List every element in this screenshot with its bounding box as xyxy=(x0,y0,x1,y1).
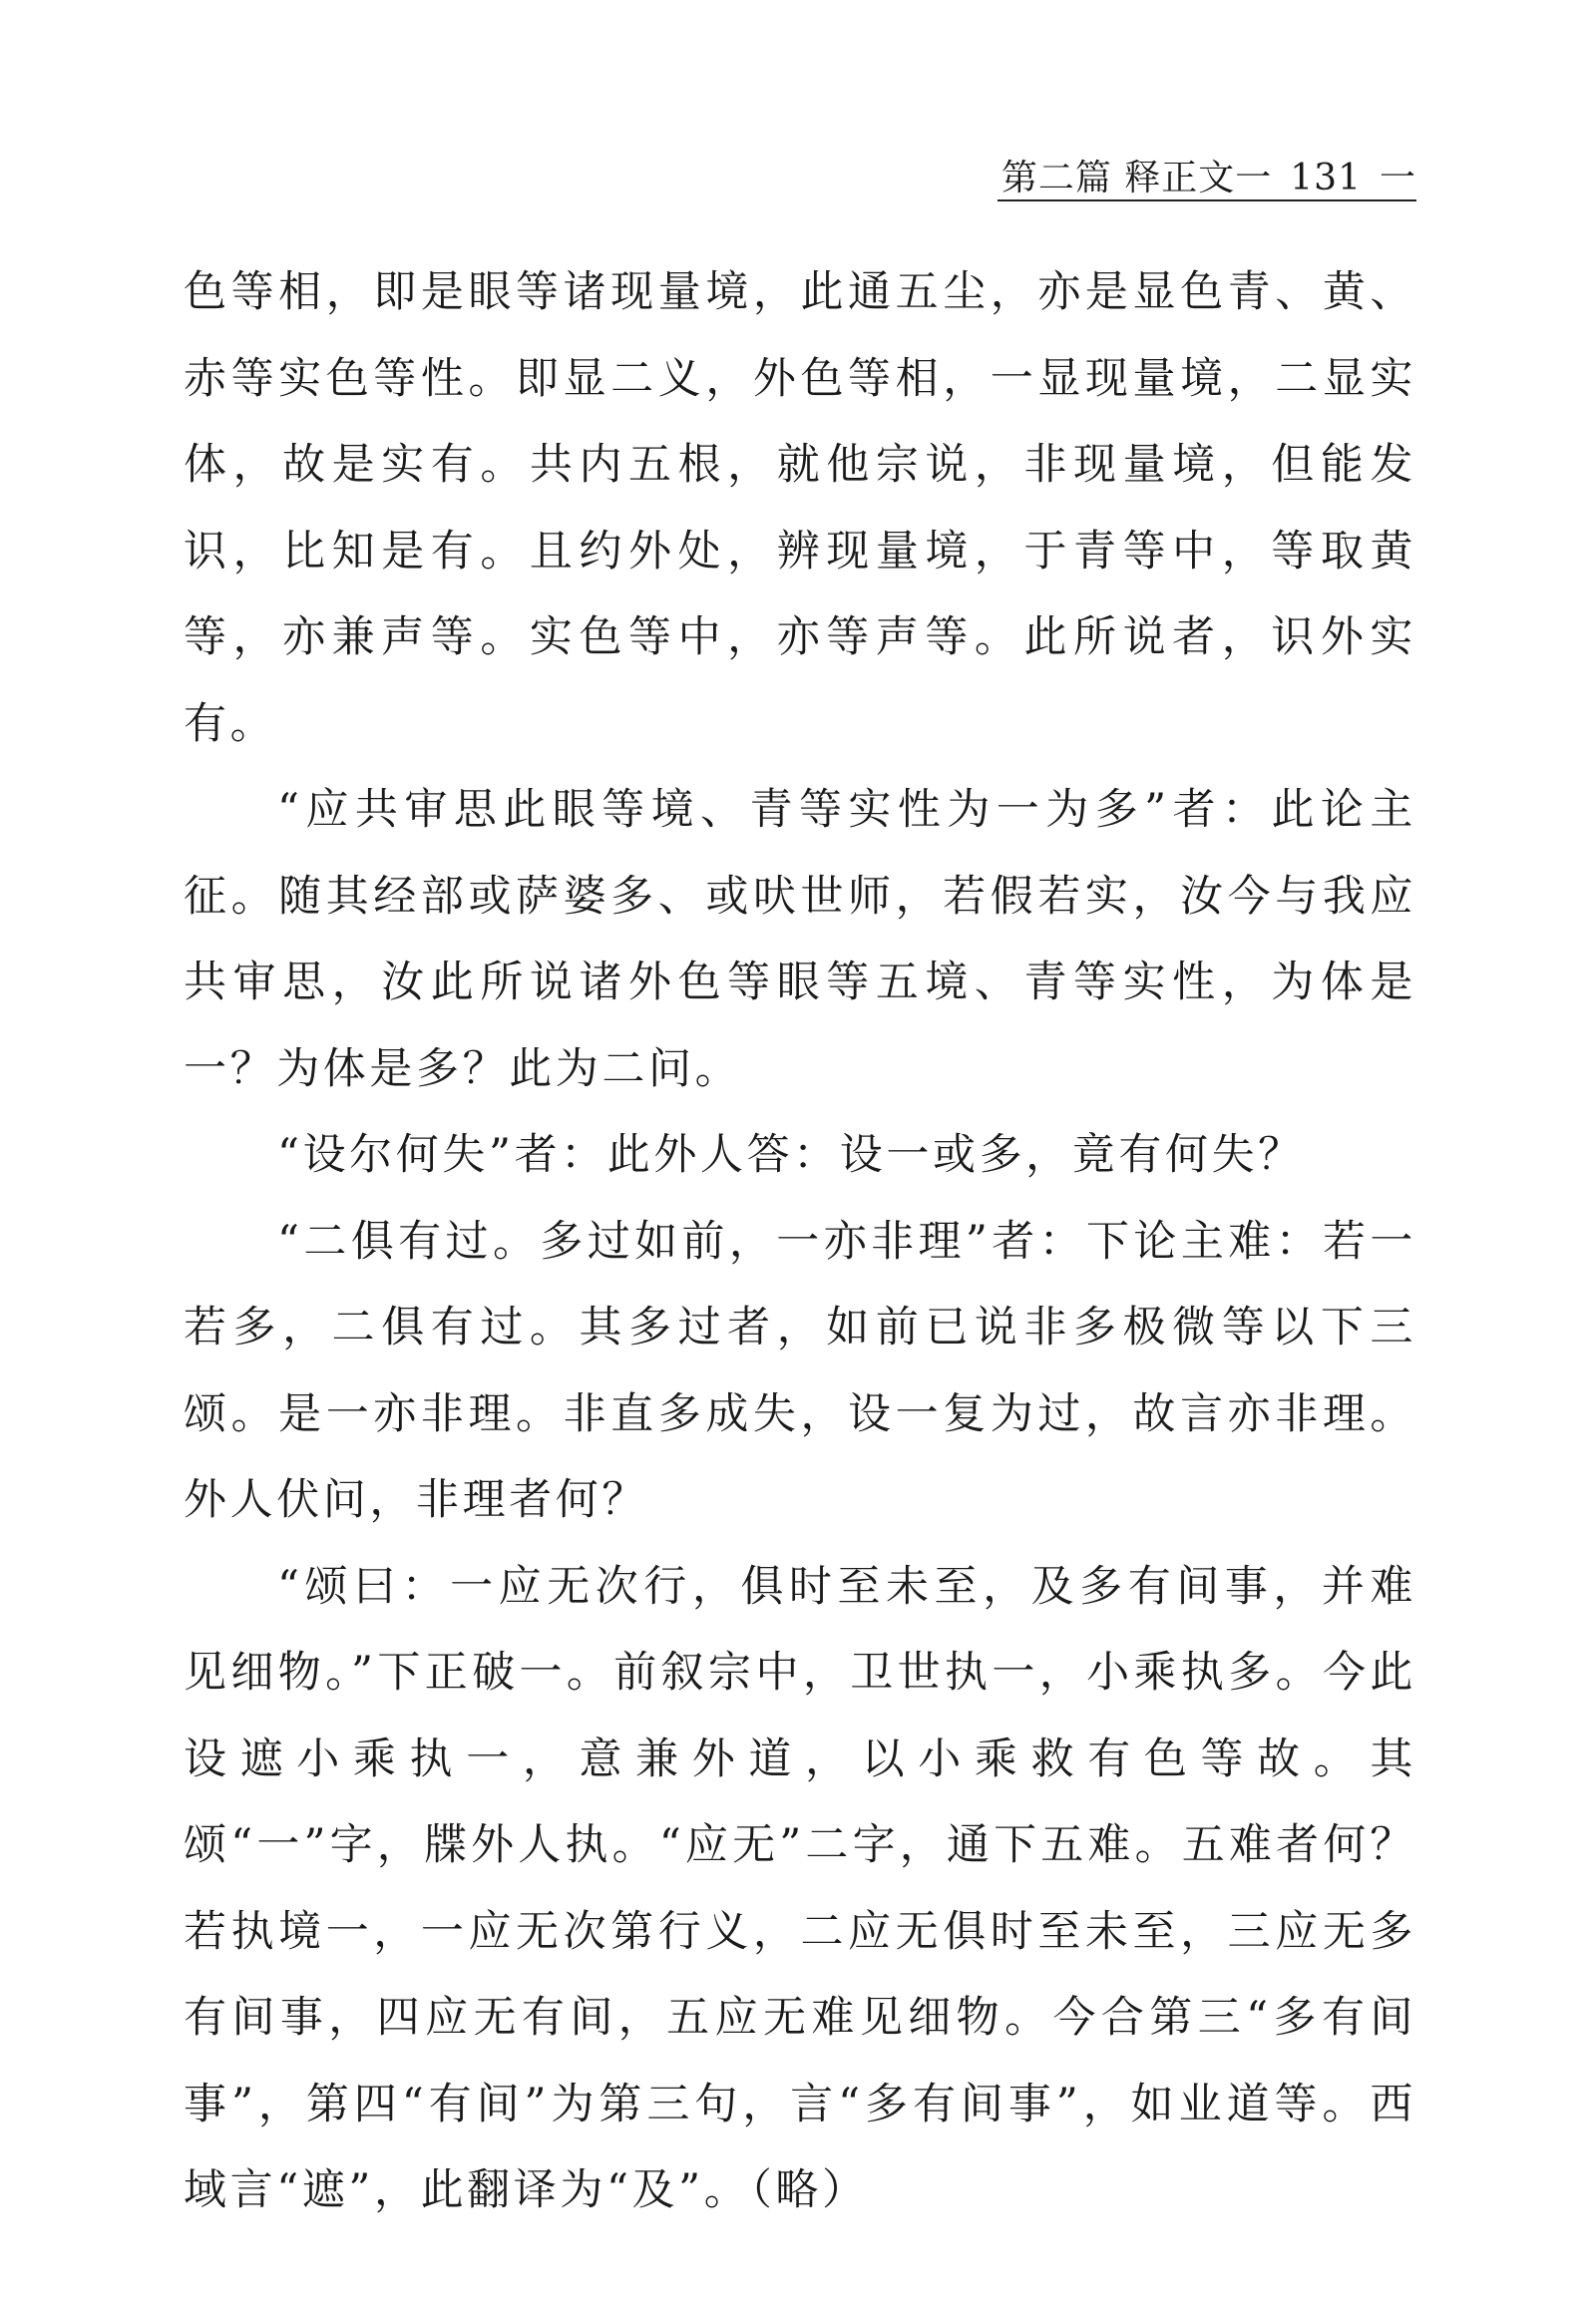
running-header xyxy=(998,150,1416,200)
paragraph-3: “设尔何失”者：此外人答：设一或多，竟有何失？ xyxy=(277,1130,1305,1180)
body-text xyxy=(184,249,1416,2234)
paragraph-2: “应共审思此眼等境、青等实性为一为多”者：此论主征。随其经部或萨婆多、或吠世师，若假若实，汝今与我应共审思，汝此所说诸外色等眼等五境、青等实性，为体是一？为体是多？此为二问。 xyxy=(184,785,1416,1094)
paragraph-4: “二俱有过。多过如前，一亦非理”者：下论主难：若一若多，二俱有过。其多过者，如前已说非多极微等以下三颂。是一亦非理。非直多成失，设一复为过，故言亦非理。外人伏问，非理者何？ xyxy=(184,1216,1416,1525)
paragraph-5: “颂曰：一应无次行，俱时至未至，及多有间事，并难见细物。”下正破一。前叙宗中，卫世执一，小乘执多。今此设遮小乘执一，意兼外道，以小乘救有色等故。其颂“一”字，牒外人执。“应无”二字，通下五难。五难者何？若执境一，一应无次第行义，二应无俱时至未至，三应无多有间事，四应无有间，五应无难见细物。今合第三“多有间事”，第四“有间”为第三句，言“多有间事”，如业道等。西域言“遮”，此翻译为“及”。（略） xyxy=(184,1561,1416,2215)
header-rule xyxy=(998,199,1416,201)
paragraph-1: 色等相，即是眼等诸现量境，此通五尘，亦是显色青、黄、赤等实色等性。即显二义，外色等相，一显现量境，二显实体，故是实有。共内五根，就他宗说，非现量境，但能发识，比知是有。且约外处，辨现量境，于青等中，等取黄等，亦兼声等。实色等中，亦等声等。此所说者，识外实有。 xyxy=(184,267,1416,749)
section-title: 第二篇 释正文一 xyxy=(1000,158,1273,198)
header-dash: 一 xyxy=(1379,158,1416,198)
page-number: 131 xyxy=(1290,158,1362,198)
